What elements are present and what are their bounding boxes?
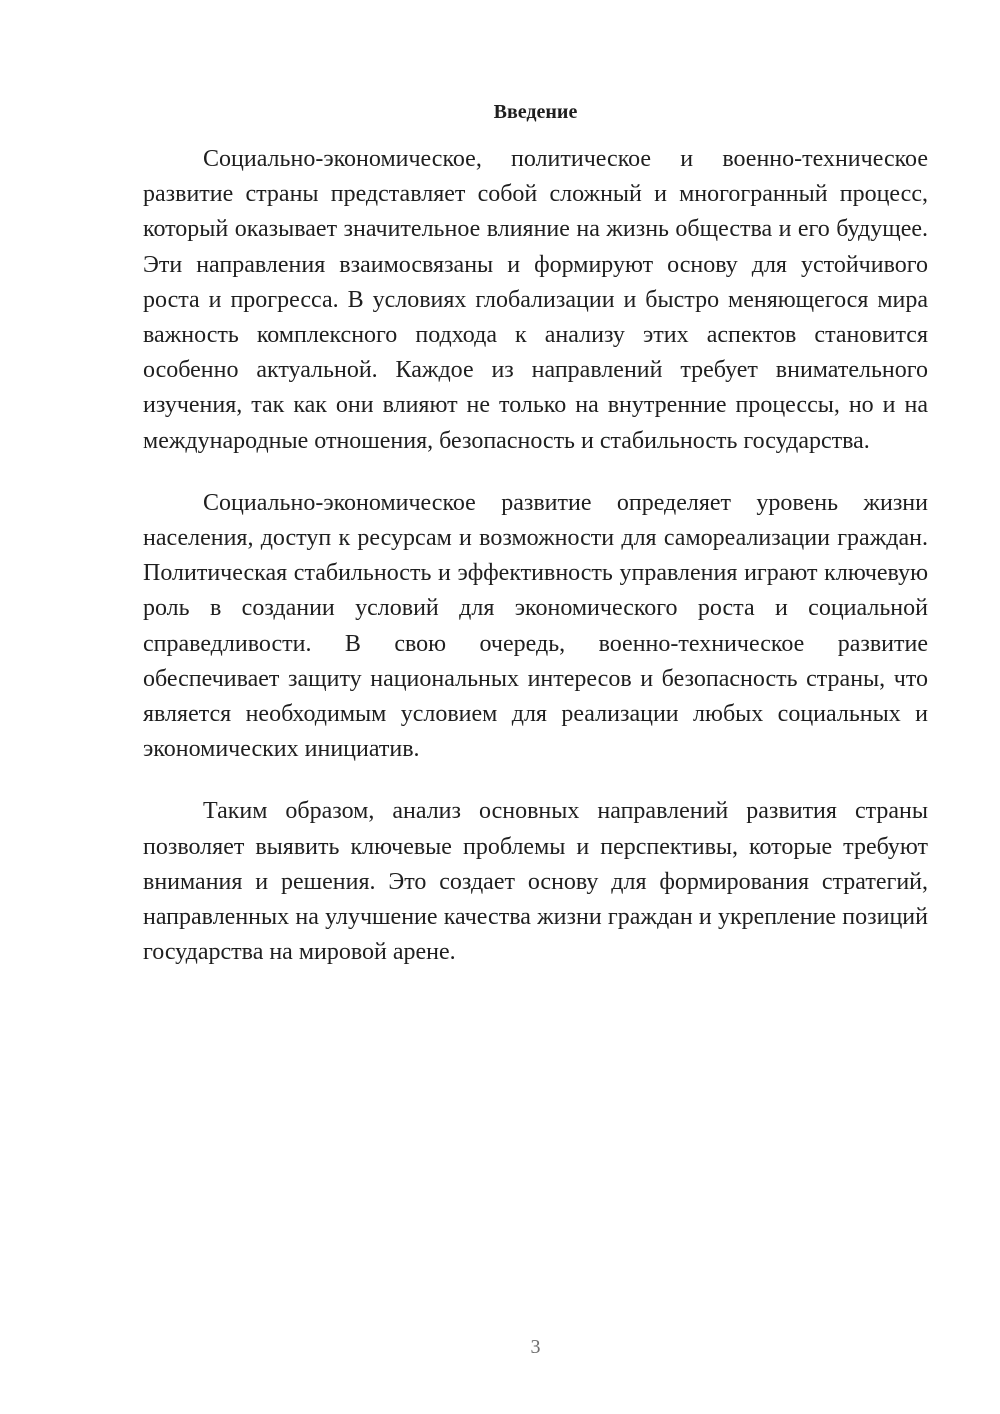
paragraph-3: Таким образом, анализ основных направлений развития страны позволяет выявить ключевые проблемы и перспективы, которые требуют внимания и решения. Это создает основу для формирования стратегий, направленных на улучшение качества жизни граждан и укрепление позиций государства на мировой арене. bbox=[143, 798, 928, 966]
body-text bbox=[143, 142, 928, 997]
page-number: 3 bbox=[530, 1336, 541, 1358]
paragraph-1: Социально-экономическое, политическое и военно-техническое развитие страны представляет собой сложный и многогранный процесс, который оказывает значительное влияние на жизнь общества и его будущее. Эти направления взаимосвязаны и формируют основу для устойчивого роста и прогресса. В условиях глобализации и быстро меняющегося мира важность комплексного подхода к анализу этих аспектов становится особенно актуальной. Каждое из направлений требует внимательного изучения, так как они влияют не только на внутренние процессы, но и на международные отношения, безопасность и стабильность государства. bbox=[143, 146, 928, 454]
section-heading: Введение bbox=[493, 101, 578, 123]
paragraph-2: Социально-экономическое развитие определяет уровень жизни населения, доступ к ресурсам и возможности для самореализации граждан. Политическая стабильность и эффективность управления играют ключевую роль в создании условий для экономического роста и социальной справедливости. В свою очередь, военно-техническое развитие обеспечивает защиту национальных интересов и безопасность страны, что является необходимым условием для реализации любых социальных и экономических инициатив. bbox=[143, 489, 928, 763]
